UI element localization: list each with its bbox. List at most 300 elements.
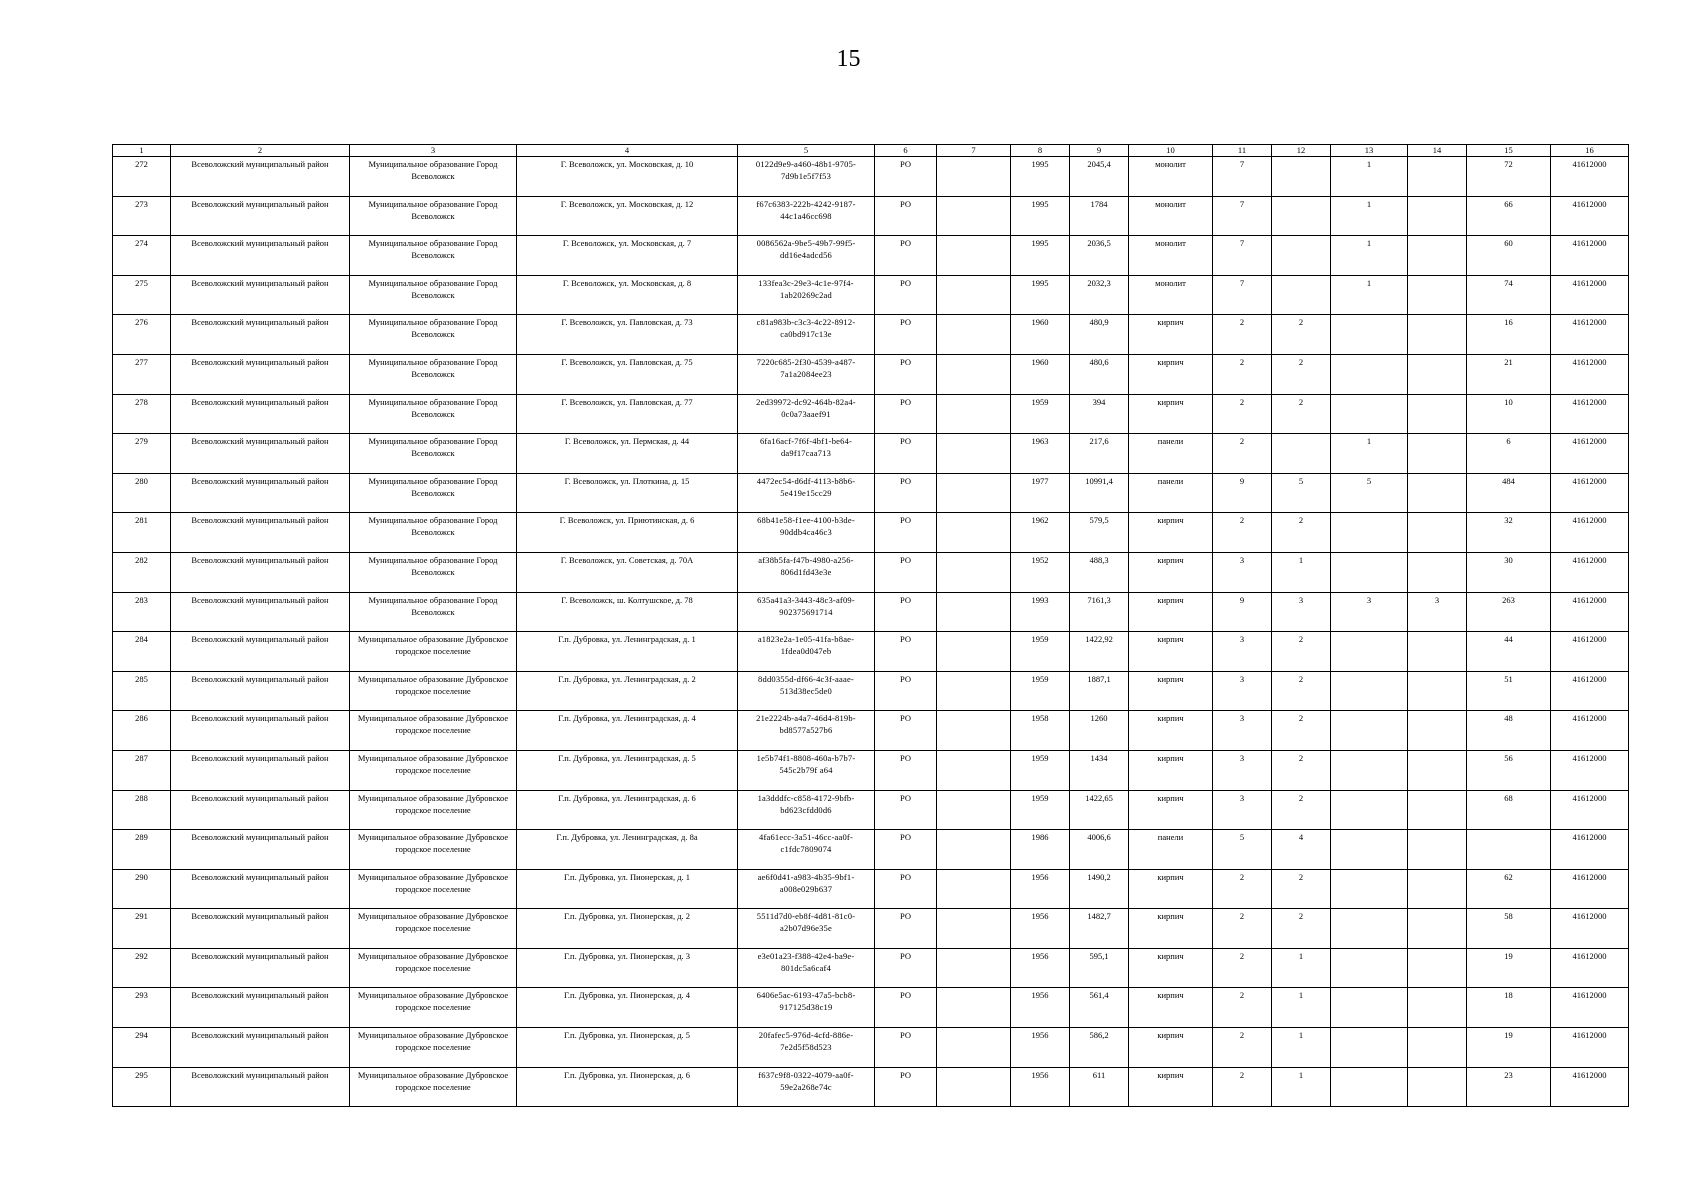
header-row [113, 145, 1629, 157]
cell-residents: 263 [1467, 592, 1551, 632]
cell-col-14 [1408, 275, 1467, 315]
cell-entrances-a: 5 [1272, 473, 1331, 513]
cell-row-number: 295 [113, 1067, 171, 1107]
cell-entrances-b [1331, 632, 1408, 672]
cell-oktmo: 41612000 [1551, 513, 1629, 553]
cell-entrances-a: 1 [1272, 1067, 1331, 1107]
cell-municipality: Муниципальное образование Город Всеволожск [350, 473, 517, 513]
cell-col-14 [1408, 473, 1467, 513]
cell-address: Г.п. Дубровка, ул. Пионерская, д. 5 [517, 1028, 738, 1068]
cell-municipality: Муниципальное образование Дубровское городское поселение [350, 869, 517, 909]
cell-row-number: 288 [113, 790, 171, 830]
table-row [113, 354, 1629, 394]
cell-municipality: Муниципальное образование Город Всеволожск [350, 236, 517, 276]
cell-district: Всеволожский муниципальный район [171, 988, 350, 1028]
cell-residents: 23 [1467, 1067, 1551, 1107]
cell-fias-code: 0122d9e9-a460-48b1-9705-7d9b1e5f7f53 [738, 157, 875, 197]
cell-address: Г.п. Дубровка, ул. Пионерская, д. 3 [517, 948, 738, 988]
cell-district: Всеволожский муниципальный район [171, 1067, 350, 1107]
cell-col-14 [1408, 632, 1467, 672]
cell-entrances-a [1272, 157, 1331, 197]
cell-entrances-a: 2 [1272, 711, 1331, 751]
cell-area: 1482,7 [1070, 909, 1129, 949]
cell-fias-code: 133fea3c-29e3-4c1e-97f4-1ab20269c2ad [738, 275, 875, 315]
cell-residents: 484 [1467, 473, 1551, 513]
cell-entrances-b [1331, 869, 1408, 909]
cell-col-7 [937, 315, 1011, 355]
cell-wall-material: кирпич [1129, 354, 1213, 394]
cell-fias-code: 8dd0355d-df66-4c3f-aaae-513d38ec5de0 [738, 671, 875, 711]
cell-col-7 [937, 236, 1011, 276]
cell-oktmo: 41612000 [1551, 434, 1629, 474]
cell-municipality: Муниципальное образование Город Всеволожск [350, 275, 517, 315]
cell-col-7 [937, 354, 1011, 394]
column-header: 11 [1213, 145, 1272, 157]
cell-row-number: 273 [113, 196, 171, 236]
cell-status: РО [875, 1028, 937, 1068]
cell-wall-material: кирпич [1129, 988, 1213, 1028]
cell-col-7 [937, 750, 1011, 790]
cell-row-number: 287 [113, 750, 171, 790]
cell-municipality: Муниципальное образование Дубровское городское поселение [350, 988, 517, 1028]
cell-col-7 [937, 711, 1011, 751]
cell-residents: 10 [1467, 394, 1551, 434]
cell-area: 2036,5 [1070, 236, 1129, 276]
cell-area: 1887,1 [1070, 671, 1129, 711]
cell-residents: 58 [1467, 909, 1551, 949]
cell-address: Г.п. Дубровка, ул. Ленинградская, д. 1 [517, 632, 738, 672]
cell-wall-material: кирпич [1129, 869, 1213, 909]
cell-status: РО [875, 711, 937, 751]
cell-row-number: 291 [113, 909, 171, 949]
cell-status: РО [875, 988, 937, 1028]
cell-area: 586,2 [1070, 1028, 1129, 1068]
cell-municipality: Муниципальное образование Город Всеволожск [350, 592, 517, 632]
table-row [113, 671, 1629, 711]
table-row [113, 236, 1629, 276]
cell-address: Г. Всеволожск, ш. Колтушское, д. 78 [517, 592, 738, 632]
cell-col-14: 3 [1408, 592, 1467, 632]
cell-status: РО [875, 750, 937, 790]
cell-address: Г. Всеволожск, ул. Павловская, д. 73 [517, 315, 738, 355]
cell-entrances-a: 2 [1272, 513, 1331, 553]
cell-fias-code: af38b5fa-f47b-4980-a256-806d1fd43e3e [738, 552, 875, 592]
cell-col-7 [937, 157, 1011, 197]
cell-oktmo: 41612000 [1551, 830, 1629, 870]
cell-entrances-b [1331, 750, 1408, 790]
cell-entrances-b [1331, 552, 1408, 592]
cell-entrances-b: 3 [1331, 592, 1408, 632]
cell-floors: 2 [1213, 948, 1272, 988]
cell-address: Г. Всеволожск, ул. Приютинская, д. 6 [517, 513, 738, 553]
table-header [113, 145, 1629, 157]
cell-address: Г.п. Дубровка, ул. Ленинградская, д. 8а [517, 830, 738, 870]
cell-area: 1260 [1070, 711, 1129, 751]
cell-oktmo: 41612000 [1551, 552, 1629, 592]
cell-col-7 [937, 1028, 1011, 1068]
cell-floors: 3 [1213, 711, 1272, 751]
cell-area: 480,6 [1070, 354, 1129, 394]
cell-year-built: 1956 [1011, 988, 1070, 1028]
cell-year-built: 1960 [1011, 354, 1070, 394]
cell-oktmo: 41612000 [1551, 1067, 1629, 1107]
cell-municipality: Муниципальное образование Дубровское городское поселение [350, 671, 517, 711]
cell-col-7 [937, 275, 1011, 315]
cell-oktmo: 41612000 [1551, 988, 1629, 1028]
table-row [113, 790, 1629, 830]
cell-row-number: 282 [113, 552, 171, 592]
cell-oktmo: 41612000 [1551, 354, 1629, 394]
cell-residents: 30 [1467, 552, 1551, 592]
cell-fias-code: 20fafec5-976d-4cfd-886e-7e2d5f58d523 [738, 1028, 875, 1068]
cell-district: Всеволожский муниципальный район [171, 473, 350, 513]
cell-entrances-a: 2 [1272, 869, 1331, 909]
table-row [113, 434, 1629, 474]
cell-status: РО [875, 513, 937, 553]
cell-col-14 [1408, 830, 1467, 870]
cell-oktmo: 41612000 [1551, 275, 1629, 315]
cell-status: РО [875, 196, 937, 236]
table-row [113, 909, 1629, 949]
cell-col-7 [937, 830, 1011, 870]
cell-wall-material: кирпич [1129, 1067, 1213, 1107]
cell-area: 561,4 [1070, 988, 1129, 1028]
cell-wall-material: кирпич [1129, 394, 1213, 434]
cell-entrances-b [1331, 1028, 1408, 1068]
cell-entrances-a: 1 [1272, 988, 1331, 1028]
cell-oktmo: 41612000 [1551, 592, 1629, 632]
cell-oktmo: 41612000 [1551, 671, 1629, 711]
cell-col-7 [937, 196, 1011, 236]
cell-oktmo: 41612000 [1551, 394, 1629, 434]
cell-entrances-a: 2 [1272, 394, 1331, 434]
cell-oktmo: 41612000 [1551, 711, 1629, 751]
cell-year-built: 1956 [1011, 909, 1070, 949]
cell-residents: 56 [1467, 750, 1551, 790]
column-header: 2 [171, 145, 350, 157]
cell-status: РО [875, 473, 937, 513]
cell-wall-material: кирпич [1129, 513, 1213, 553]
cell-area: 488,3 [1070, 552, 1129, 592]
cell-wall-material: кирпич [1129, 671, 1213, 711]
cell-status: РО [875, 354, 937, 394]
cell-oktmo: 41612000 [1551, 157, 1629, 197]
cell-entrances-b: 1 [1331, 275, 1408, 315]
cell-fias-code: 4fa61ecc-3a51-46cc-aa0f-c1fdc7809074 [738, 830, 875, 870]
cell-residents: 19 [1467, 948, 1551, 988]
cell-col-7 [937, 909, 1011, 949]
cell-entrances-a: 2 [1272, 750, 1331, 790]
table-body [113, 157, 1629, 1107]
cell-residents: 19 [1467, 1028, 1551, 1068]
cell-floors: 2 [1213, 513, 1272, 553]
cell-row-number: 289 [113, 830, 171, 870]
cell-row-number: 279 [113, 434, 171, 474]
cell-entrances-b [1331, 909, 1408, 949]
cell-entrances-b [1331, 394, 1408, 434]
cell-floors: 3 [1213, 552, 1272, 592]
cell-address: Г.п. Дубровка, ул. Ленинградская, д. 2 [517, 671, 738, 711]
cell-col-14 [1408, 869, 1467, 909]
cell-wall-material: панели [1129, 473, 1213, 513]
cell-residents: 60 [1467, 236, 1551, 276]
cell-wall-material: монолит [1129, 157, 1213, 197]
cell-entrances-b: 1 [1331, 434, 1408, 474]
cell-address: Г. Всеволожск, ул. Павловская, д. 77 [517, 394, 738, 434]
cell-row-number: 272 [113, 157, 171, 197]
cell-fias-code: a1823e2a-1e05-41fa-b8ae-1fdea0d047eb [738, 632, 875, 672]
cell-status: РО [875, 671, 937, 711]
cell-address: Г. Всеволожск, ул. Московская, д. 10 [517, 157, 738, 197]
cell-oktmo: 41612000 [1551, 790, 1629, 830]
cell-residents: 62 [1467, 869, 1551, 909]
cell-oktmo: 41612000 [1551, 473, 1629, 513]
cell-year-built: 1956 [1011, 1028, 1070, 1068]
cell-status: РО [875, 1067, 937, 1107]
table-row [113, 869, 1629, 909]
cell-floors: 2 [1213, 434, 1272, 474]
cell-entrances-b: 5 [1331, 473, 1408, 513]
cell-col-7 [937, 988, 1011, 1028]
cell-year-built: 1956 [1011, 869, 1070, 909]
cell-year-built: 1956 [1011, 948, 1070, 988]
column-header: 5 [738, 145, 875, 157]
table-row [113, 948, 1629, 988]
cell-oktmo: 41612000 [1551, 750, 1629, 790]
cell-col-7 [937, 790, 1011, 830]
cell-row-number: 286 [113, 711, 171, 751]
page-number: 15 [836, 46, 861, 72]
table-row [113, 750, 1629, 790]
table-row [113, 196, 1629, 236]
cell-residents: 72 [1467, 157, 1551, 197]
column-header: 14 [1408, 145, 1467, 157]
cell-fias-code: e3e01a23-f388-42e4-ba9e-801dc5a6caf4 [738, 948, 875, 988]
cell-row-number: 294 [113, 1028, 171, 1068]
cell-oktmo: 41612000 [1551, 948, 1629, 988]
cell-year-built: 1956 [1011, 1067, 1070, 1107]
cell-entrances-b [1331, 354, 1408, 394]
cell-residents: 21 [1467, 354, 1551, 394]
cell-district: Всеволожский муниципальный район [171, 354, 350, 394]
cell-entrances-a [1272, 236, 1331, 276]
cell-entrances-a: 1 [1272, 1028, 1331, 1068]
cell-status: РО [875, 434, 937, 474]
cell-entrances-b [1331, 1067, 1408, 1107]
cell-entrances-b [1331, 988, 1408, 1028]
cell-municipality: Муниципальное образование Дубровское городское поселение [350, 750, 517, 790]
cell-municipality: Муниципальное образование Дубровское городское поселение [350, 1028, 517, 1068]
cell-col-14 [1408, 671, 1467, 711]
cell-row-number: 274 [113, 236, 171, 276]
cell-fias-code: 635a41a3-3443-48c3-af09-902375691714 [738, 592, 875, 632]
column-header: 6 [875, 145, 937, 157]
housing-table-container [112, 144, 1628, 1107]
cell-col-14 [1408, 157, 1467, 197]
cell-row-number: 285 [113, 671, 171, 711]
cell-wall-material: монолит [1129, 275, 1213, 315]
cell-col-14 [1408, 1067, 1467, 1107]
cell-municipality: Муниципальное образование Город Всеволожск [350, 157, 517, 197]
cell-col-14 [1408, 750, 1467, 790]
cell-municipality: Муниципальное образование Город Всеволожск [350, 196, 517, 236]
cell-fias-code: 1e5b74f1-8808-460a-b7b7-545c2b79f a64 [738, 750, 875, 790]
cell-area: 595,1 [1070, 948, 1129, 988]
cell-district: Всеволожский муниципальный район [171, 592, 350, 632]
cell-year-built: 1977 [1011, 473, 1070, 513]
cell-oktmo: 41612000 [1551, 909, 1629, 949]
cell-address: Г. Всеволожск, ул. Московская, д. 7 [517, 236, 738, 276]
cell-address: Г. Всеволожск, ул. Павловская, д. 75 [517, 354, 738, 394]
cell-floors: 2 [1213, 1067, 1272, 1107]
cell-row-number: 280 [113, 473, 171, 513]
cell-year-built: 1995 [1011, 275, 1070, 315]
table-row [113, 315, 1629, 355]
table-row [113, 988, 1629, 1028]
cell-col-14 [1408, 236, 1467, 276]
cell-year-built: 1963 [1011, 434, 1070, 474]
cell-fias-code: 1a3dddfc-c858-4172-9bfb-bd623cfdd0d6 [738, 790, 875, 830]
cell-floors: 9 [1213, 592, 1272, 632]
cell-floors: 2 [1213, 354, 1272, 394]
cell-residents: 48 [1467, 711, 1551, 751]
table-row [113, 275, 1629, 315]
cell-district: Всеволожский муниципальный район [171, 711, 350, 751]
cell-year-built: 1959 [1011, 671, 1070, 711]
cell-municipality: Муниципальное образование Город Всеволожск [350, 354, 517, 394]
table-row [113, 1028, 1629, 1068]
cell-col-14 [1408, 988, 1467, 1028]
cell-district: Всеволожский муниципальный район [171, 434, 350, 474]
cell-municipality: Муниципальное образование Дубровское городское поселение [350, 830, 517, 870]
cell-address: Г.п. Дубровка, ул. Ленинградская, д. 6 [517, 790, 738, 830]
cell-row-number: 292 [113, 948, 171, 988]
cell-status: РО [875, 632, 937, 672]
cell-address: Г. Всеволожск, ул. Плоткина, д. 15 [517, 473, 738, 513]
column-header: 10 [1129, 145, 1213, 157]
cell-floors: 5 [1213, 830, 1272, 870]
cell-col-7 [937, 869, 1011, 909]
cell-floors: 3 [1213, 790, 1272, 830]
column-header: 8 [1011, 145, 1070, 157]
cell-area: 1422,65 [1070, 790, 1129, 830]
cell-municipality: Муниципальное образование Город Всеволожск [350, 434, 517, 474]
cell-wall-material: кирпич [1129, 711, 1213, 751]
cell-residents: 16 [1467, 315, 1551, 355]
column-header: 13 [1331, 145, 1408, 157]
cell-residents: 51 [1467, 671, 1551, 711]
cell-wall-material: кирпич [1129, 750, 1213, 790]
cell-status: РО [875, 236, 937, 276]
cell-fias-code: 68b41e58-f1ee-4100-b3de-90ddb4ca46c3 [738, 513, 875, 553]
cell-status: РО [875, 315, 937, 355]
cell-area: 1490,2 [1070, 869, 1129, 909]
table-row [113, 473, 1629, 513]
cell-wall-material: кирпич [1129, 552, 1213, 592]
cell-wall-material: кирпич [1129, 909, 1213, 949]
cell-col-14 [1408, 790, 1467, 830]
cell-fias-code: 5511d7d0-eb8f-4d81-81c0-a2b07d96e35e [738, 909, 875, 949]
cell-entrances-b: 1 [1331, 236, 1408, 276]
cell-fias-code: 6406e5ac-6193-47a5-bcb8-917125d38c19 [738, 988, 875, 1028]
cell-year-built: 1995 [1011, 236, 1070, 276]
cell-row-number: 293 [113, 988, 171, 1028]
cell-status: РО [875, 909, 937, 949]
cell-year-built: 1993 [1011, 592, 1070, 632]
cell-district: Всеволожский муниципальный район [171, 552, 350, 592]
cell-floors: 2 [1213, 1028, 1272, 1068]
cell-municipality: Муниципальное образование Город Всеволожск [350, 394, 517, 434]
cell-year-built: 1995 [1011, 196, 1070, 236]
cell-residents: 6 [1467, 434, 1551, 474]
cell-municipality: Муниципальное образование Город Всеволожск [350, 513, 517, 553]
cell-col-14 [1408, 434, 1467, 474]
cell-entrances-a [1272, 275, 1331, 315]
cell-floors: 2 [1213, 315, 1272, 355]
cell-year-built: 1959 [1011, 632, 1070, 672]
cell-area: 611 [1070, 1067, 1129, 1107]
cell-address: Г.п. Дубровка, ул. Пионерская, д. 6 [517, 1067, 738, 1107]
cell-district: Всеволожский муниципальный район [171, 632, 350, 672]
cell-year-built: 1958 [1011, 711, 1070, 751]
column-header: 4 [517, 145, 738, 157]
cell-col-7 [937, 394, 1011, 434]
cell-area: 579,5 [1070, 513, 1129, 553]
cell-fias-code: f67c6383-222b-4242-9187-44c1a46cc698 [738, 196, 875, 236]
cell-area: 480,9 [1070, 315, 1129, 355]
cell-district: Всеволожский муниципальный район [171, 790, 350, 830]
cell-col-14 [1408, 513, 1467, 553]
cell-floors: 7 [1213, 275, 1272, 315]
cell-col-7 [937, 1067, 1011, 1107]
cell-entrances-a: 2 [1272, 315, 1331, 355]
cell-col-14 [1408, 711, 1467, 751]
cell-entrances-b [1331, 790, 1408, 830]
cell-entrances-b: 1 [1331, 157, 1408, 197]
cell-residents [1467, 830, 1551, 870]
cell-area: 2045,4 [1070, 157, 1129, 197]
cell-row-number: 276 [113, 315, 171, 355]
cell-oktmo: 41612000 [1551, 196, 1629, 236]
cell-district: Всеволожский муниципальный район [171, 157, 350, 197]
cell-entrances-a: 3 [1272, 592, 1331, 632]
cell-col-7 [937, 513, 1011, 553]
cell-address: Г.п. Дубровка, ул. Пионерская, д. 4 [517, 988, 738, 1028]
cell-col-14 [1408, 909, 1467, 949]
cell-col-7 [937, 948, 1011, 988]
table-row [113, 830, 1629, 870]
cell-area: 7161,3 [1070, 592, 1129, 632]
cell-entrances-a [1272, 196, 1331, 236]
cell-wall-material: монолит [1129, 196, 1213, 236]
cell-municipality: Муниципальное образование Дубровское городское поселение [350, 711, 517, 751]
cell-col-14 [1408, 552, 1467, 592]
cell-status: РО [875, 275, 937, 315]
column-header: 16 [1551, 145, 1629, 157]
cell-municipality: Муниципальное образование Дубровское городское поселение [350, 790, 517, 830]
cell-fias-code: 21e2224b-a4a7-46d4-819b-bd8577a527b6 [738, 711, 875, 751]
cell-wall-material: кирпич [1129, 948, 1213, 988]
cell-entrances-b: 1 [1331, 196, 1408, 236]
cell-wall-material: кирпич [1129, 315, 1213, 355]
cell-entrances-a: 2 [1272, 909, 1331, 949]
cell-area: 1434 [1070, 750, 1129, 790]
cell-year-built: 1959 [1011, 750, 1070, 790]
cell-wall-material: кирпич [1129, 632, 1213, 672]
cell-entrances-a: 2 [1272, 790, 1331, 830]
table-row [113, 592, 1629, 632]
cell-district: Всеволожский муниципальный район [171, 948, 350, 988]
